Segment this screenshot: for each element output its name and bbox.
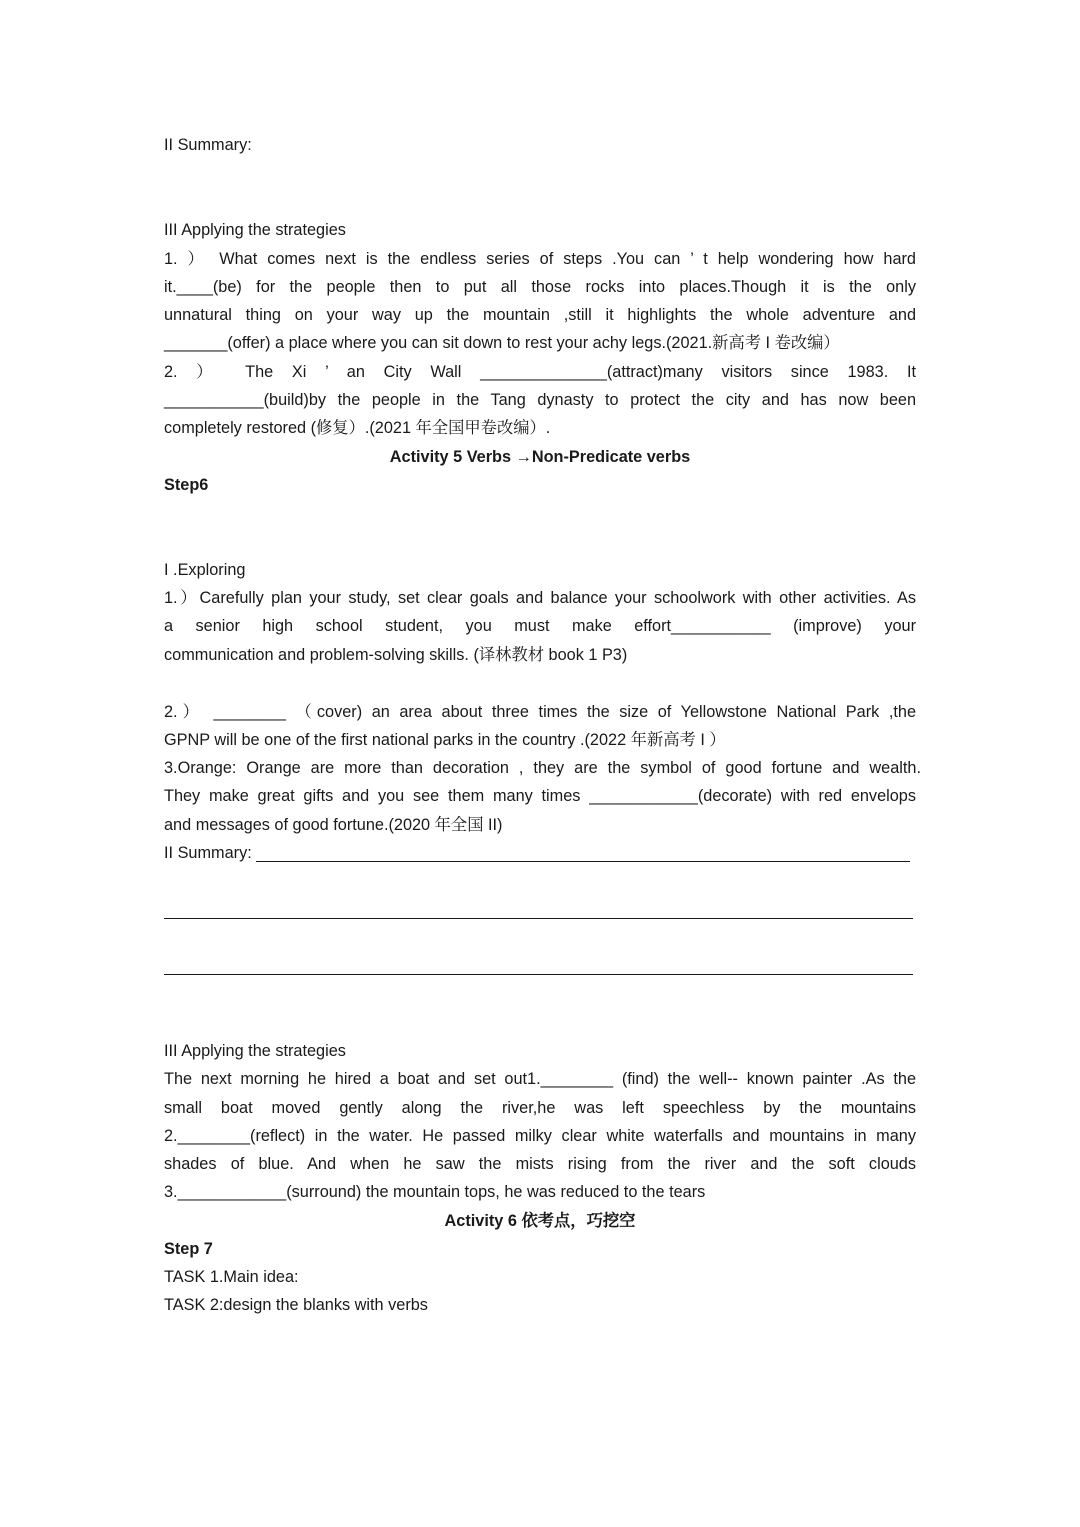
summary-answer-line (164, 918, 913, 919)
passage-line: small boat moved gently along the river,he was left speechless by the mountains (164, 1099, 916, 1117)
exploring-q3-line: 3.Orange: Orange are more than decoration , they are the symbol of good fortune and wealth. (164, 759, 921, 777)
summary-answer-line (164, 974, 913, 975)
task-1-label: TASK 1.Main idea: (164, 1268, 299, 1286)
exploring-q1-line: communication and problem-solving skills. (译林教材 book 1 P3) (164, 646, 628, 664)
applying-q1-line: 1. ） What comes next is the endless series of steps .You can ’ t help wondering how hard (164, 250, 916, 268)
exploring-q1-line: a senior high school student, you must make effort___________ (improve) your (164, 617, 916, 635)
exploring-q2-line: 2.） ________ （cover) an area about three times the size of Yellowstone National Park ,the (164, 703, 916, 721)
summary-answer-line (256, 861, 910, 862)
step-6-label: Step6 (164, 476, 209, 494)
exploring-q1-line: 1.）Carefully plan your study, set clear goals and balance your schoolwork with other activities. As (164, 589, 916, 607)
passage-line: 3.____________(surround) the mountain tops, he was reduced to the tears (164, 1183, 706, 1201)
applying-q2-line: 2. ） The Xi ’ an City Wall ______________(attract)many visitors since 1983. It (164, 363, 916, 381)
activity-5-title: Activity 5 Verbs →Non-Predicate verbs (389, 448, 691, 466)
passage-line: 2.________(reflect) in the water. He passed milky clear white waterfalls and mountains in many (164, 1127, 916, 1145)
exploring-q3-line: They make great gifts and you see them many times ____________(decorate) with red envelops (164, 787, 916, 805)
passage-line: The next morning he hired a boat and set out1.________ (find) the well-- known painter .As the (164, 1070, 916, 1088)
applying-2-heading: III Applying the strategies (164, 1042, 346, 1060)
applying-q2-line: ___________(build)by the people in the Tang dynasty to protect the city and has now been (164, 391, 916, 409)
exploring-heading: I .Exploring (164, 561, 246, 579)
applying-q2-line: completely restored (修复）.(2021 年全国甲卷改编）. (164, 419, 551, 437)
applying-q1-line: it.____(be) for the people then to put all those rocks into places.Though it is the only (164, 278, 916, 296)
summary-heading: II Summary: (164, 136, 252, 154)
exploring-q2-line: GPNP will be one of the first national parks in the country .(2022 年新高考 I ） (164, 731, 726, 749)
applying-q1-line: unnatural thing on your way up the mountain ,still it highlights the whole adventure and (164, 306, 916, 324)
exploring-q3-line: and messages of good fortune.(2020 年全国 II) (164, 816, 503, 834)
activity-6-title: Activity 6 依考点，巧挖空 (444, 1212, 636, 1230)
step-7-label: Step 7 (164, 1240, 213, 1258)
summary-2-heading: II Summary: (164, 844, 252, 862)
applying-strategies-heading: III Applying the strategies (164, 221, 346, 239)
passage-line: shades of blue. And when he saw the mists rising from the river and the soft clouds (164, 1155, 916, 1173)
applying-q1-line: _______(offer) a place where you can sit down to rest your achy legs.(2021.新高考 I 卷改编） (164, 334, 840, 352)
task-2-label: TASK 2:design the blanks with verbs (164, 1296, 428, 1314)
